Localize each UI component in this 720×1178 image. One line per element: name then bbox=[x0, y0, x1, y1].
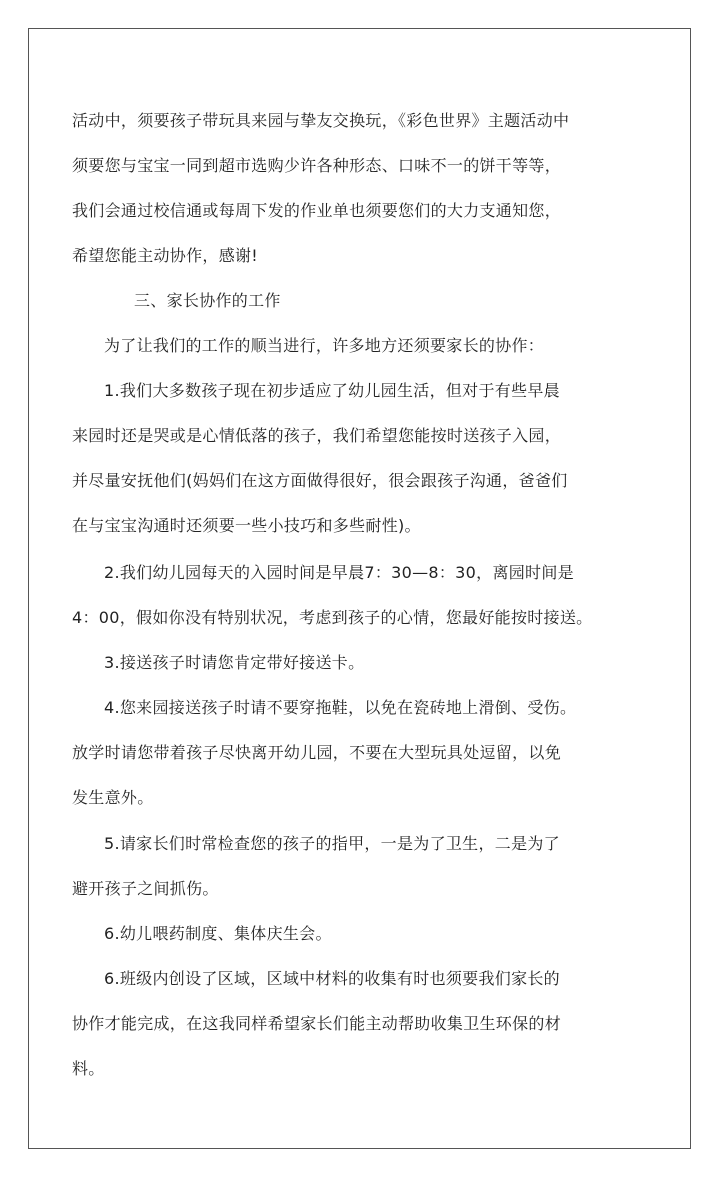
section-heading: 三、家长协作的工作 bbox=[134, 291, 281, 310]
text-line: 为了让我们的工作的顺当进行，许多地方还须要家长的协作： bbox=[104, 336, 545, 355]
text-line: 避开孩子之间抓伤。 bbox=[72, 879, 219, 898]
text-line: 活动中，须要孩子带玩具来园与挚友交换玩，《彩色世界》主题活动中 bbox=[72, 111, 570, 130]
text-line: 须要您与宝宝一同到超市选购少许各种形态、口味不一的饼干等等， bbox=[72, 156, 562, 175]
text-line: 来园时还是哭或是心情低落的孩子，我们希望您能按时送孩子入园， bbox=[72, 426, 562, 445]
text-line: 发生意外。 bbox=[72, 788, 154, 807]
text-line: 料。 bbox=[72, 1059, 105, 1078]
list-item-2: 2.我们幼儿园每天的入园时间是早晨7：30—8：30，离园时间是 bbox=[104, 563, 574, 582]
list-item-5: 5.请家长们时常检查您的孩子的指甲，一是为了卫生，二是为了 bbox=[104, 834, 560, 853]
list-item-6: 6.幼儿喂药制度、集体庆生会。 bbox=[104, 924, 332, 943]
list-item-6b: 6.班级内创设了区域，区域中材料的收集有时也须要我们家长的 bbox=[104, 969, 560, 988]
text-line: 我们会通过校信通或每周下发的作业单也须要您们的大力支通知您， bbox=[72, 201, 562, 220]
text-line: 希望您能主动协作，感谢! bbox=[72, 246, 259, 265]
list-item-3: 3.接送孩子时请您肯定带好接送卡。 bbox=[104, 653, 365, 672]
list-item-4: 4.您来园接送孩子时请不要穿拖鞋，以免在瓷砖地上滑倒、受伤。 bbox=[104, 698, 577, 717]
text-line: 协作才能完成，在这我同样希望家长们能主动帮助收集卫生环保的材 bbox=[72, 1014, 562, 1033]
text-line: 在与宝宝沟通时还须要一些小技巧和多些耐性)。 bbox=[72, 516, 421, 535]
list-item-1: 1.我们大多数孩子现在初步适应了幼儿园生活，但对于有些早晨 bbox=[104, 381, 560, 400]
text-line: 放学时请您带着孩子尽快离开幼儿园，不要在大型玩具处逗留，以免 bbox=[72, 743, 562, 762]
text-line: 4：00，假如你没有特别状况，考虑到孩子的心情，您最好能按时接送。 bbox=[72, 608, 593, 627]
text-line: 并尽量安抚他们(妈妈们在这方面做得很好，很会跟孩子沟通，爸爸们 bbox=[72, 471, 568, 490]
